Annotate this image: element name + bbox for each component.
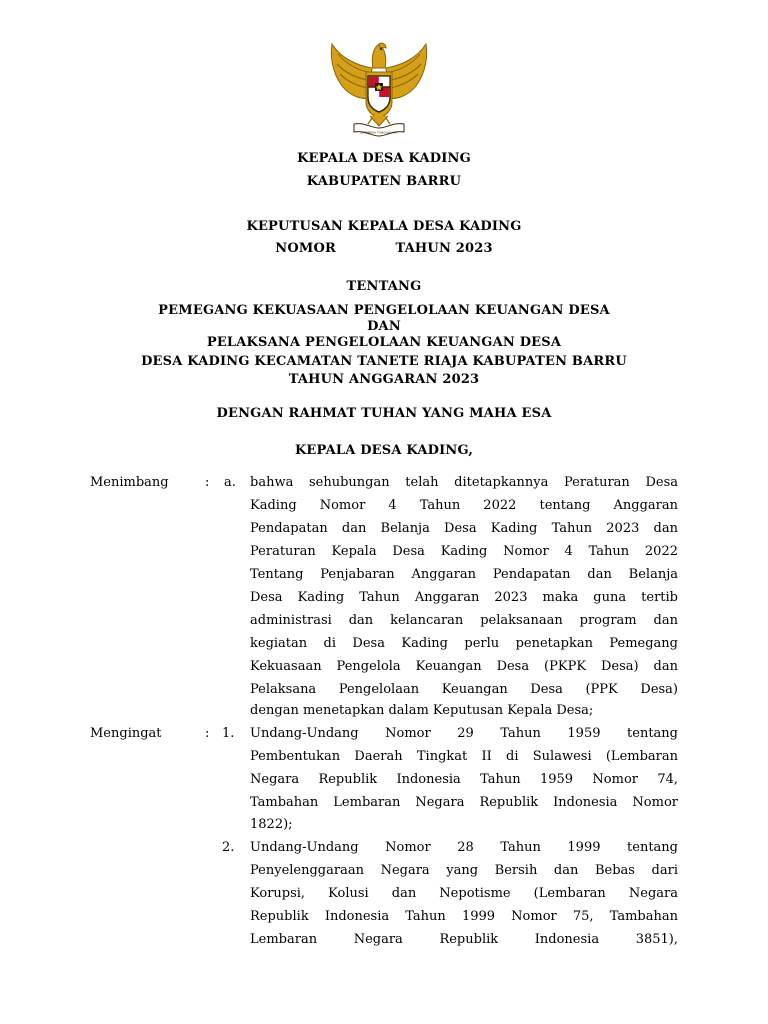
considering-item-marker: a.	[224, 475, 236, 490]
decree-title: KEPUTUSAN KEPALA DESA KADING	[246, 219, 522, 234]
about-heading: TENTANG	[346, 279, 422, 294]
blessing-line: DENGAN RAHMAT TUHAN YANG MAHA ESA	[216, 406, 552, 421]
remembering-1-line: Tambahan Lembaran Negara Republik Indonesia Nomor	[250, 795, 678, 810]
considering-a-line: Pelaksana Pengelolaan Keuangan Desa (PPK Desa)	[250, 682, 678, 697]
decree-number	[0, 241, 768, 257]
remembering-2-line: Lembaran Negara Republik Indonesia 3851),	[250, 932, 678, 947]
remembering-1-line: Negara Republik Indonesia Tahun 1959 Nomor 74,	[250, 772, 678, 787]
considering-a-line: Kading Nomor 4 Tahun 2022 tentang Anggaran	[250, 498, 678, 513]
considering-a-line: Pendapatan dan Belanja Desa Kading Tahun 2023 dan	[250, 521, 678, 536]
remembering-2-line: Undang-Undang Nomor 28 Tahun 1999 tentang	[250, 840, 678, 855]
motto-text: BHINNEKA TUNGGAL IKA	[360, 130, 398, 135]
subject-line-3: PELAKSANA PENGELOLAAN KEUANGAN DESA	[206, 335, 562, 350]
number-label: NOMOR	[275, 241, 336, 256]
subject-line-5: TAHUN ANGGARAN 2023	[288, 372, 480, 387]
remembering-1-line: 1822);	[250, 817, 293, 832]
considering-a-line: administrasi dan kelancaran pelaksanaan program dan	[250, 613, 678, 628]
garuda-emblem-icon	[320, 38, 438, 138]
subject-line-1: PEMEGANG KEKUASAAN PENGELOLAAN KEUANGAN DESA	[158, 303, 610, 318]
considering-a-line: kegiatan di Desa Kading perlu penetapkan Pemegang	[250, 636, 678, 651]
considering-label: Menimbang	[90, 475, 169, 490]
remembering-2-line: Korupsi, Kolusi dan Nepotisme (Lembaran Negara	[250, 886, 678, 901]
remembering-2-line: Republik Indonesia Tahun 1999 Nomor 75, Tambahan	[250, 909, 678, 924]
considering-a-line: Tentang Penjabaran Anggaran Pendapatan dan Belanja	[250, 567, 678, 582]
considering-a-line: dengan menetapkan dalam Keputusan Kepala Desa;	[250, 703, 594, 718]
remembering-item-marker: 1.	[222, 726, 235, 741]
remembering-colon: :	[205, 726, 210, 741]
pancasila-shield	[368, 76, 390, 112]
considering-a-line: Kekuasaan Pengelola Keuangan Desa (PKPK Desa) dan	[250, 659, 678, 674]
remembering-item-marker: 2.	[222, 840, 235, 855]
header-title-1: KEPALA DESA KADING	[297, 151, 471, 166]
remembering-1-line: Undang-Undang Nomor 29 Tahun 1959 tentang	[250, 726, 678, 741]
garuda-tail-feet	[368, 116, 390, 126]
subject-line-4: DESA KADING KECAMATAN TANETE RIAJA KABUPATEN BARRU	[141, 354, 627, 369]
authority-line: KEPALA DESA KADING,	[294, 443, 474, 458]
considering-a-line: Peraturan Kepala Desa Kading Nomor 4 Tahun 2022	[250, 544, 678, 559]
year-label: TAHUN 2023	[395, 241, 493, 256]
remembering-1-line: Pembentukan Daerah Tingkat II di Sulawesi (Lembaran	[250, 749, 678, 764]
header-title-2: KABUPATEN BARRU	[306, 174, 462, 189]
garuda-head	[372, 43, 386, 68]
remembering-2-line: Penyelenggaraan Negara yang Bersih dan Bebas dari	[250, 863, 678, 878]
considering-a-line: Desa Kading Tahun Anggaran 2023 maka guna tertib	[250, 590, 678, 605]
considering-colon: :	[205, 475, 210, 490]
remembering-label: Mengingat	[90, 726, 162, 741]
subject-line-2: DAN	[367, 319, 401, 334]
considering-a-line: bahwa sehubungan telah ditetapkannya Peraturan Desa	[250, 475, 678, 490]
